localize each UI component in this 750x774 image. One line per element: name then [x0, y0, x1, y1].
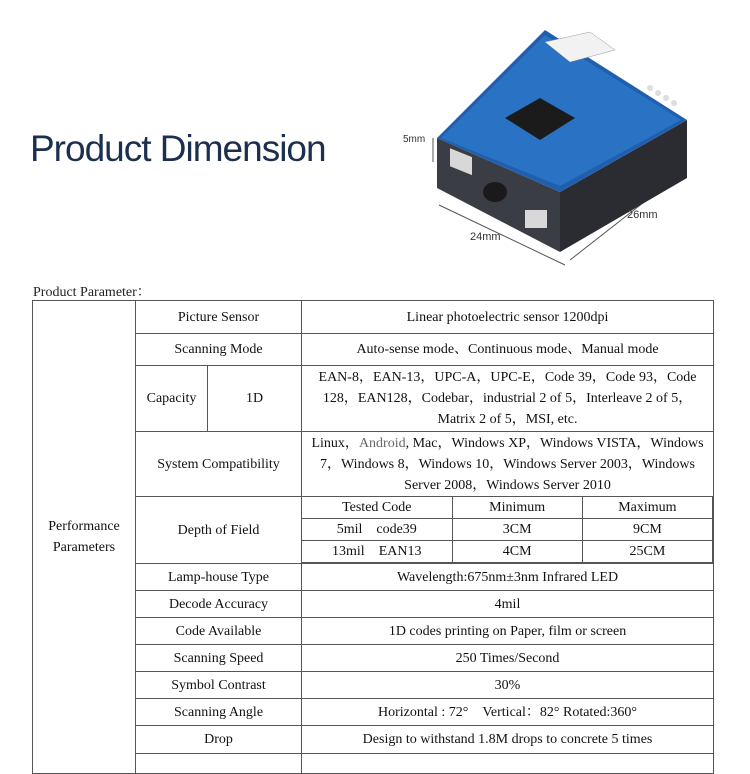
scanning-speed-value: 250 Times/Second [302, 645, 714, 672]
depth-row-max: 9CM [582, 519, 712, 541]
depth-of-field-label: Depth of Field [136, 497, 302, 564]
depth-row-code: 5mil code39 [302, 519, 452, 541]
picture-sensor-value: Linear photoelectric sensor 1200dpi [302, 301, 714, 334]
symbol-contrast-value: 30% [302, 672, 714, 699]
dim-height-label: 5mm [403, 134, 426, 145]
depth-header-min: Minimum [452, 497, 582, 519]
system-compat-label: System Compatibility [136, 432, 302, 497]
decode-accuracy-value: 4mil [302, 591, 714, 618]
scanning-speed-label: Scanning Speed [136, 645, 302, 672]
dim-depth-label: 24mm [470, 231, 501, 243]
depth-row-code: 13mil EAN13 [302, 541, 452, 563]
scanning-mode-label: Scanning Mode [136, 334, 302, 366]
depth-row-min: 4CM [452, 541, 582, 563]
scanning-mode-value: Auto-sense mode、Continuous mode、Manual mode [302, 334, 714, 366]
capacity-value: EAN-8，EAN-13，UPC-A，UPC-E，Code 39，Code 93，Code 128，EAN128，Codebar，industrial 2 of 5，Interleave 2 of 5，Matrix 2 of 5，MSI, etc. [302, 366, 714, 432]
lamp-house-label: Lamp-house Type [136, 564, 302, 591]
scanner-module-image [395, 20, 695, 275]
drop-value: Design to withstand 1.8M drops to concrete 5 times [302, 726, 714, 754]
capacity-sublabel: 1D [208, 366, 302, 432]
depth-header-code: Tested Code [302, 497, 452, 519]
system-compat-rest: , Mac，Windows XP，Windows VISTA，Windows 7，Windows 8，Windows 10，Windows Server 2003，Windows Server 2008，Windows Server 2010 [320, 435, 704, 493]
parameter-table [32, 300, 714, 774]
scanning-angle-value: Horizontal : 72° Vertical：82° Rotated:360° [302, 699, 714, 726]
system-compat-android: Android [358, 435, 406, 451]
scanning-angle-label: Scanning Angle [136, 699, 302, 726]
depth-of-field-table [302, 497, 713, 563]
code-available-value: 1D codes printing on Paper, film or screen [302, 618, 714, 645]
code-available-label: Code Available [136, 618, 302, 645]
depth-header-max: Maximum [582, 497, 712, 519]
group-label: Performance Parameters [48, 519, 120, 555]
symbol-contrast-label: Symbol Contrast [136, 672, 302, 699]
group-label-cell [33, 301, 136, 774]
dim-width-label: 26mm [627, 209, 658, 221]
decode-accuracy-label: Decode Accuracy [136, 591, 302, 618]
section-label: Product Parameter： [33, 285, 151, 300]
picture-sensor-label: Picture Sensor [136, 301, 302, 334]
system-compat-value [302, 432, 714, 497]
system-compat-prefix: Linux， [311, 435, 359, 451]
page-title: Product Dimension [30, 128, 326, 169]
drop-label: Drop [136, 726, 302, 754]
depth-of-field-cell [302, 497, 714, 564]
depth-row-min: 3CM [452, 519, 582, 541]
lamp-house-value: Wavelength:675nm±3nm Infrared LED [302, 564, 714, 591]
capacity-label: Capacity [136, 366, 208, 432]
depth-row-max: 25CM [582, 541, 712, 563]
